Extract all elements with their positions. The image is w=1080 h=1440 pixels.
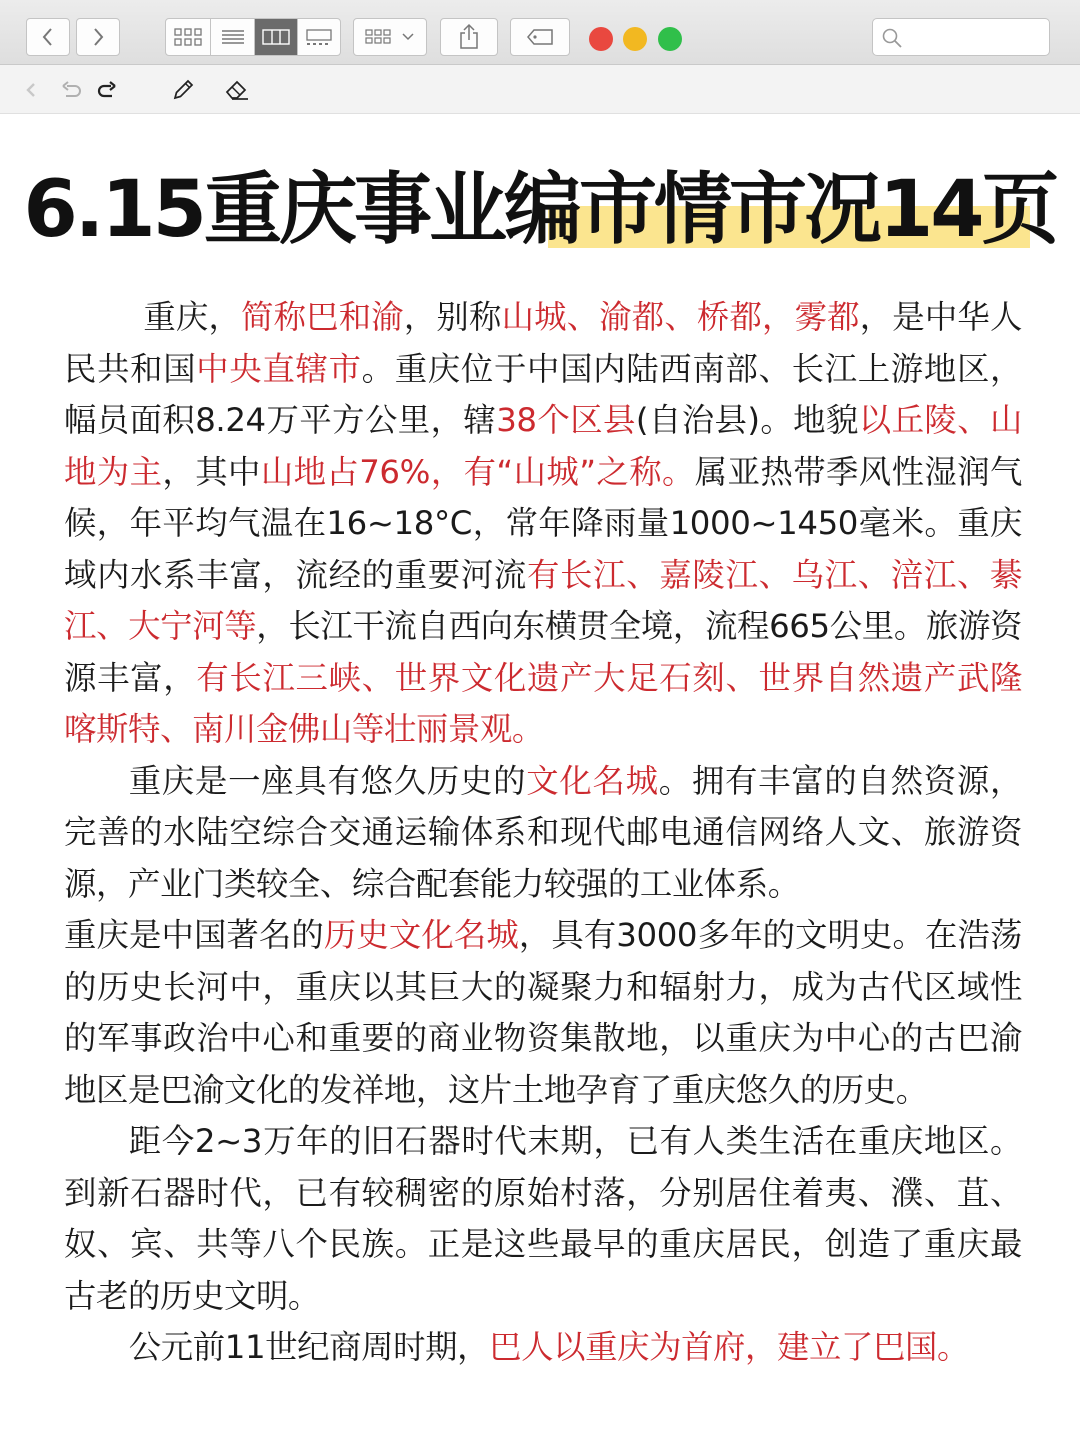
- column-view-button[interactable]: [255, 19, 299, 55]
- undo-icon: [60, 80, 82, 100]
- share-button[interactable]: [440, 18, 498, 56]
- zoom-window-button[interactable]: [658, 27, 682, 51]
- highlighted-text: 有长江三峡、世界文化遗产大足石刻、世界自然遗产武隆喀斯特、南川金佛山等壮丽景观。: [64, 658, 1023, 748]
- text-run: 属亚热带季风性湿润气候，年平均气温在16~18°C，常年降雨量1000~1450毫米。重庆域内水系丰富，流经的重要河流: [64, 452, 1022, 594]
- gallery-view-button[interactable]: [298, 19, 340, 55]
- paragraph-5: [64, 1322, 1022, 1374]
- paragraph-3: [64, 910, 1022, 1116]
- tag-button[interactable]: [510, 18, 570, 56]
- document-body: [64, 292, 1022, 1374]
- text-run: ，具有3000多年的文明史。在浩荡的历史长河中，重庆以其巨大的凝聚力和辐射力，成为古代区域性的军事政治中心和重要的商业物资集散地，以重庆为中心的古巴渝地区是巴渝文化的发祥地，这片土地孕育了重庆悠久的历史。: [64, 916, 1022, 1109]
- group-icon: [363, 27, 417, 47]
- gallery-view-icon: [304, 27, 334, 47]
- column-view-icon: [261, 27, 291, 47]
- text-run: ，别称: [403, 298, 502, 336]
- text-run: 公元前11世纪商周时期，: [128, 1328, 490, 1366]
- undo-button[interactable]: [58, 77, 84, 103]
- highlighted-text: 中央直辖市: [196, 349, 362, 388]
- grid-view-icon: [173, 27, 203, 47]
- search-icon: [881, 27, 903, 49]
- text-run: (自治县)。地貌: [635, 401, 859, 439]
- pencil-tool-button[interactable]: [170, 77, 196, 103]
- tag-icon: [525, 27, 555, 47]
- text-run: 。拥有丰富的自然资源，完善的水陆空综合交通运输体系和现代邮电通信网络人文、旅游资源，产业门类较全、综合配套能力较强的工业体系。: [64, 761, 1023, 903]
- paragraph-4: 距今2~3万年的旧石器时代末期，已有人类生活在重庆地区。到新石器时代，已有较稠密的原始村落，分别居住着夷、濮、苴、奴、宾、共等八个民族。正是这些最早的重庆居民，创造了重庆最古老的历史文明。: [64, 1122, 1022, 1315]
- back-arrow-button[interactable]: [18, 77, 44, 103]
- search-input[interactable]: [872, 18, 1050, 56]
- text-run: 重庆是一座具有悠久历史的: [128, 761, 527, 800]
- page-title: 6.15重庆事业编市情市况14页: [23, 165, 1057, 255]
- highlighted-text: 山地占76%，有“山城”之称。: [260, 452, 695, 491]
- highlighted-text: 38个区县: [496, 401, 636, 439]
- text-run: 重庆是中国著名的: [64, 916, 324, 954]
- highlighted-text: 巴人以重庆为首府，建立了巴国。: [489, 1328, 969, 1366]
- eraser-tool-button[interactable]: [224, 77, 250, 103]
- list-view-button[interactable]: [211, 19, 255, 55]
- pencil-icon: [171, 78, 195, 102]
- chevron-right-icon: [90, 26, 106, 48]
- chevron-left-icon: [24, 80, 38, 100]
- view-mode-segmented-control[interactable]: [165, 18, 341, 56]
- highlighted-text: 历史文化名城: [323, 916, 519, 954]
- back-button[interactable]: [26, 18, 70, 56]
- highlighted-text: 山城、渝都、桥都，雾都: [501, 298, 860, 336]
- text-run: ，是中华人民共和国: [64, 298, 1022, 388]
- highlighted-text: 文化名城: [526, 761, 659, 800]
- text-run: ，长江干流自西向东横贯全境，流程665公里。旅游资源丰富，: [64, 607, 1022, 697]
- text-run: ，其中: [162, 452, 261, 491]
- grid-view-button[interactable]: [166, 19, 211, 55]
- paragraph-2: [64, 756, 1022, 911]
- highlighted-text: 以丘陵、山地为主: [64, 401, 1023, 491]
- edit-toolbar: [0, 65, 1080, 114]
- window-toolbar: [0, 0, 1080, 65]
- forward-button[interactable]: [76, 18, 120, 56]
- minimize-window-button[interactable]: [623, 27, 647, 51]
- close-window-button[interactable]: [589, 27, 613, 51]
- eraser-icon: [224, 78, 250, 102]
- title-block: [0, 162, 1080, 262]
- chevron-left-icon: [40, 26, 56, 48]
- share-icon: [457, 23, 481, 51]
- list-view-icon: [220, 27, 246, 47]
- redo-icon: [96, 80, 118, 100]
- highlighted-text: 有长江、嘉陵江、乌江、涪江、綦江、大宁河等: [64, 555, 1023, 645]
- paragraph-1: [64, 292, 1022, 756]
- redo-button[interactable]: [94, 77, 120, 103]
- text-run: 重庆，: [143, 298, 242, 336]
- group-button[interactable]: [353, 18, 427, 56]
- highlighted-text: 简称巴和渝: [241, 298, 404, 336]
- text-run: 。重庆位于中国内陆西南部、长江上游地区，幅员面积8.24万平方公里，辖: [64, 349, 1023, 439]
